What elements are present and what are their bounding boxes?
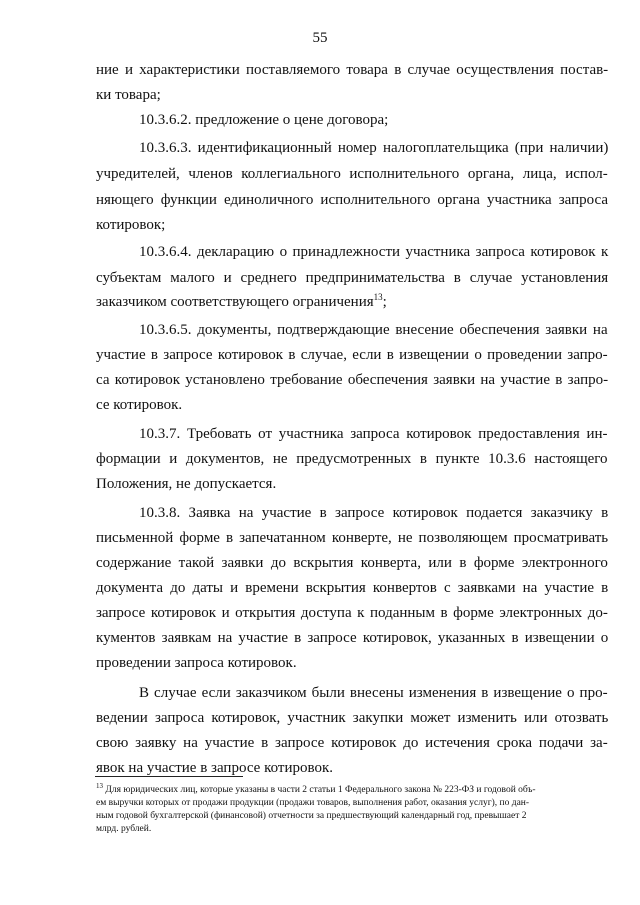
body-line: Положения, не допускается. (96, 476, 277, 492)
body-line: проведении запроса котировок. (96, 655, 297, 671)
body-line: котировок; (96, 217, 166, 233)
page-number: 55 (312, 30, 328, 46)
body-line: кументов заявкам на участие в запросе котировок, указанных в извещении о (96, 630, 609, 646)
body-line: В случае если заказчиком были внесены изменения в извещение о про- (139, 685, 608, 701)
body-line: явок на участие в запросе котировок. (96, 760, 333, 776)
body-line: 10.3.6.3. идентификационный номер налогоплательщика (при наличии) (139, 140, 609, 156)
body-line: се котировок. (96, 397, 183, 413)
footnote-line: млрд. рублей. (96, 824, 152, 834)
body-line: учредителей, членов коллегиального исполнительного органа, лица, испол- (96, 166, 608, 182)
footnote-line: ным годовой бухгалтерской (финансовой) отчетности за предшествующий календарный год, превышает 2 (96, 811, 527, 821)
body-line: письменной форме в запечатанном конверте, не позволяющем просматривать (96, 530, 609, 546)
body-line: 10.3.6.2. предложение о цене договора; (139, 112, 389, 128)
body-line: участие в запросе котировок в случае, если в извещении о проведении запро- (96, 347, 608, 363)
body-line: ние и характеристики поставляемого товара в случае осуществления постав- (96, 62, 609, 78)
body-line: ки товара; (96, 87, 161, 103)
body-line: субъектам малого и среднего предпринимательства в случае установления (96, 270, 609, 286)
body-line-with-footnote (96, 292, 387, 312)
body-line: свою заявку на участие в запросе котировок до истечения срока подачи за- (96, 735, 608, 751)
footnote-line (96, 781, 536, 796)
footnote-line: ем выручки которых от продажи продукции (продажи товаров, выполнения работ, оказания услуг), по дан- (96, 798, 530, 808)
body-line: содержание такой заявки до вскрытия конверта, или в форме электронного (96, 555, 608, 571)
body-line: документа до даты и времени вскрытия конвертов с заявками на участие в (96, 580, 609, 596)
body-line: са котировок установлено требование обеспечения заявки на участие в запро- (96, 372, 609, 388)
body-line-tail: ; (382, 294, 387, 310)
body-line: формации и документов, не предусмотренных в пункте 10.3.6 настоящего (96, 451, 608, 467)
footnote-reference: 13 (373, 292, 383, 302)
body-line: 10.3.6.5. документы, подтверждающие внесение обеспечения заявки на (139, 322, 608, 338)
body-line: 10.3.6.4. декларацию о принадлежности участника запроса котировок к (139, 244, 609, 260)
body-line: 10.3.7. Требовать от участника запроса котировок предоставления ин- (139, 426, 608, 442)
body-line: няющего функции единоличного исполнительного органа участника запроса (96, 192, 609, 208)
footnote-marker: 13 (96, 781, 103, 790)
body-line: 10.3.8. Заявка на участие в запросе котировок подается заказчику в (139, 505, 609, 521)
body-line: запросе котировок и открытия доступа к поданным в форме электронных до- (96, 605, 608, 621)
footnote-text: Для юридических лиц, которые указаны в части 2 статьи 1 Федерального закона № 223-ФЗ и годовой объ- (103, 785, 536, 795)
body-line: ведении запроса котировок, участник закупки может изменить или отозвать (96, 710, 609, 726)
footnote-separator (95, 776, 243, 777)
body-line-text: заказчиком соответствующего ограничения (96, 294, 374, 310)
